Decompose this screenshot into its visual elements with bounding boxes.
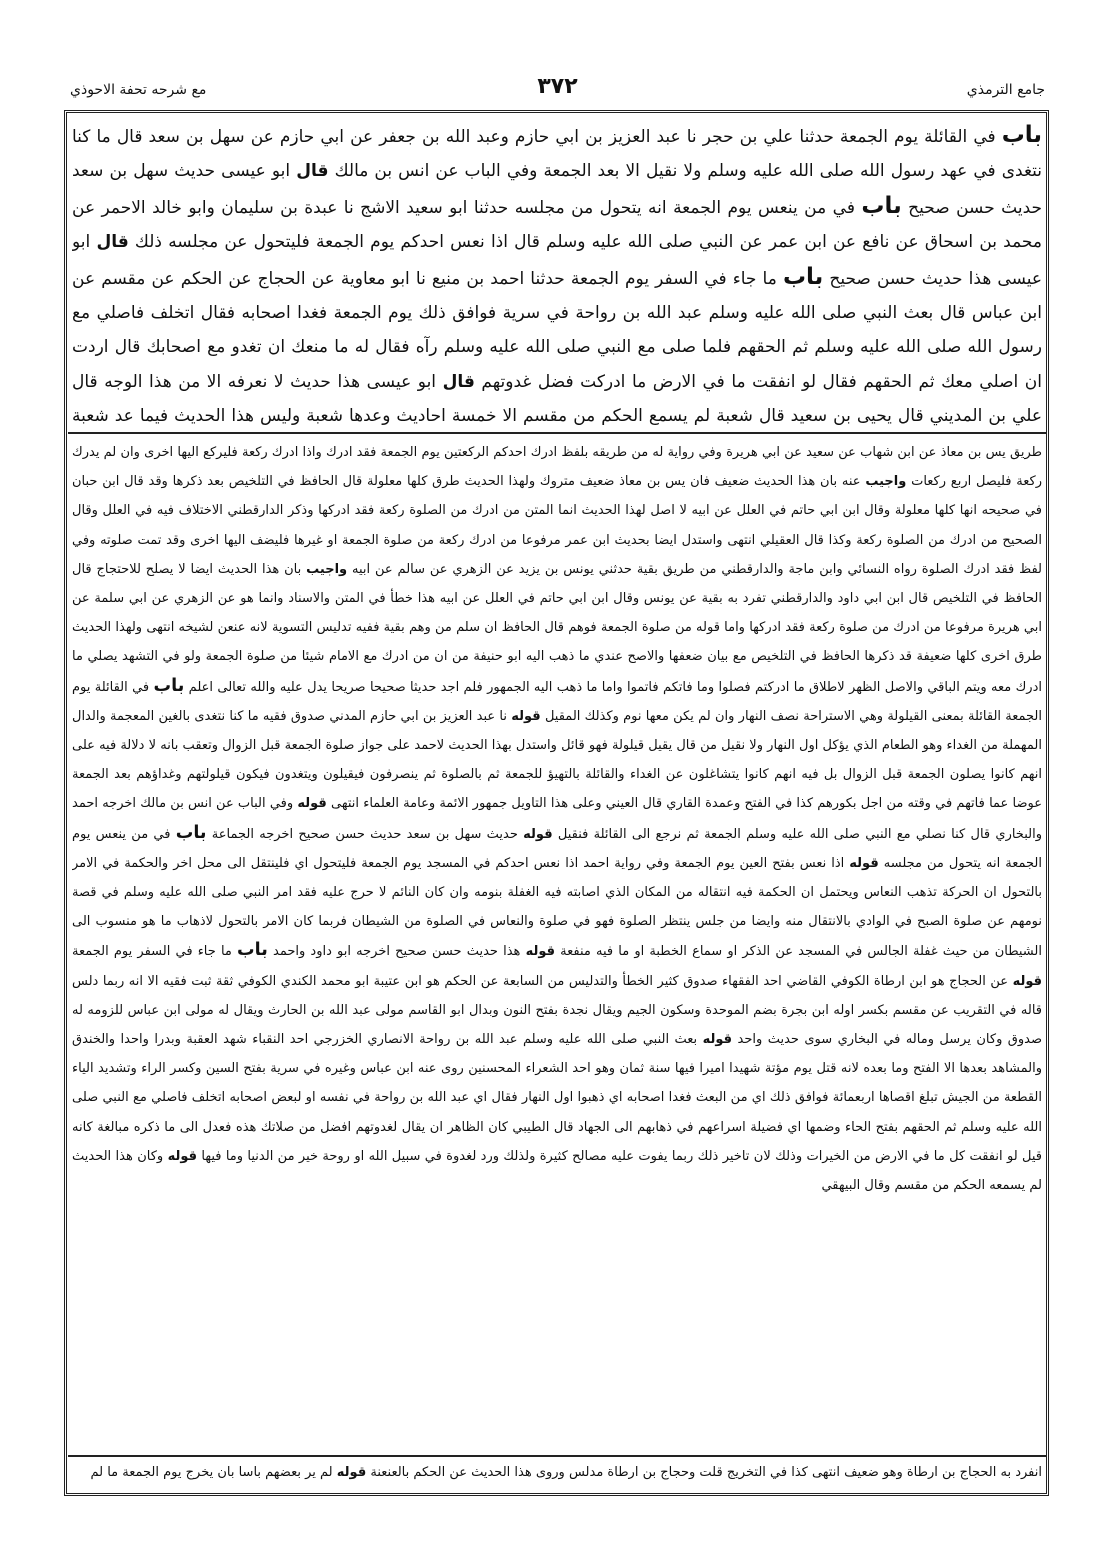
keyword-ujib: واجيب — [306, 561, 348, 577]
footer-text: انفرد به الحجاج بن ارطاة وهو ضعيف انتهى كذا في التخريج قلت وحجاج بن ارطاة مدلس وروى هذا الحديث عن الحكم بالعنعنة — [370, 1465, 1042, 1480]
keyword-qawluhu: قوله — [511, 708, 541, 724]
commentary-text: اذا نعس بفتح العين يوم الجمعة وفي رواية احمد اذا نعس احدكم في المسجد يوم الجمعة فليتحول اي فلينتقل الى محل اخر والحكمة في الامر بالتحول ان الحركة تذهب النعاس ويحتمل ان الحكمة فيه انتقاله من المكان الذي اصابته فيه الغفلة بنومه وان كان النائم لا حرج عليه فقد امر النبي صلى الله عليه وسلم في قصة نومهم عن صلوة الصبح في الوادي بالانتقال منه وايضا من جلس ينتظر الصلوة فهو في صلوة والنعاس في الصلوة من الشيطان فربما كان الامر بالتحول لاذهاب ما هو منسوب الى الشيطان من حيث غفلة الجالس في المسجد عن الذكر او سماع الخطبة او ما فيه منفعة — [72, 855, 1042, 960]
commentary-text: عنه بان هذا الحديث ضعيف فان يس بن معاذ ضعيف متروك ولهذا الحديث طرق كلها معلولة قال الحافظ في التلخيص بعد ذكرها وقد قال ابن حبان في صحيحه انها كلها معلولة وقال ابن ابي حاتم في العلل عن ابيه لا اصل لهذا الحديث انما المتن من ادرك من الصلوة ركعة فقد ادركها وذكر الدارقطني الاختلاف فيه في العلل وقال الصحيح من ادرك من الصلوة ركعة وكذا قال العقيلي انتهى واستدل ايضا بحديث ابن عمر مرفوعا من ادرك ركعة من صلوة الجمعة او غيرها فليضف اليها اخرى وقد تمت صلوته وفي لفظ فقد ادرك الصلوة رواه النسائي وابن ماجة والدارقطني من طريق بقية حدثني يونس بن يزيد عن الزهري عن سالم عن ابيه — [72, 474, 1042, 577]
keyword-qal: قال — [442, 371, 475, 392]
chapter-text: في القائلة يوم الجمعة حدثنا علي بن حجر نا عبد العزيز بن ابي حازم وعبد الله بن جعفر عن ابي حازم عن سهل بن سعد قال ما كنا نتغدى في عهد رسول الله صلى الله عليه وسلم ولا نقيل الا بعد الجمعة وفي الباب عن انس بن مالك — [72, 127, 1042, 182]
commentary-text: ما جاء في السفر يوم الجمعة — [72, 944, 232, 960]
keyword-qawluhu: قوله — [336, 1465, 367, 1480]
matn-text — [72, 118, 1042, 428]
keyword-qawluhu: قوله — [849, 855, 879, 871]
commentary-text: في من ينعس يوم الجمعة انه يتحول من مجلسه — [72, 826, 1042, 871]
chapter-text: في من ينعس يوم الجمعة انه يتحول من مجلسه حدثنا ابو سعيد الاشج نا عبدة بن سليمان وابو خالد الاحمر عن محمد بن اسحاق عن نافع عن ابن عمر عن النبي صلى الله عليه وسلم قال اذا نعس احدكم يوم الجمعة فليتحول عن مجلسه ذلك — [72, 197, 1042, 253]
chapter-label: باب — [861, 192, 902, 219]
book-title: جامع الترمذي — [966, 82, 1045, 98]
commentary-text: طريق يس بن معاذ عن ابن شهاب عن سعيد عن ابي هريرة وفي رواية له من طريقه بلفظ ادرك احدكم الركعتين يوم الجمعة فقد ادرك واذا ادرك ركعة فليركع اليها اخرى وان لم يدرك ركعة فليصل اربع ركعات — [72, 445, 1042, 490]
keyword-qawluhu: قوله — [167, 1148, 197, 1164]
commentary-text: في القائلة يوم الجمعة القائلة بمعنى القيلولة وهي الاستراحة نصف النهار وان لم يكن معها نوم وكذلك المقيل — [72, 679, 1042, 724]
chapter-label: باب — [782, 263, 824, 290]
keyword-qawluhu: قوله — [297, 796, 327, 812]
chapter-label: باب — [1001, 122, 1042, 148]
matn-sentence: ابو عيسى حديث سهل بن سعد حديث حسن صحيح — [72, 161, 1042, 218]
page-number: ٣٧٢ — [537, 74, 578, 99]
sharh-commentary — [72, 438, 1042, 1454]
footer-divider — [68, 1455, 1046, 1457]
commentary-title: مع شرحه تحفة الاحوذي — [70, 82, 207, 98]
commentary-text: نا عبد العزيز بن ابي حازم المدني صدوق فقيه ما كنا نتغدى بالغين المعجمة والدال المهملة من الغداء وهو الطعام الذي يؤكل اول النهار ولا نقيل من قال يقيل قيلولة فهو قائل واستدل بهذا الحديث لاحمد على جواز صلوة الجمعة قبل الزوال وتعقب بانه لا دلالة فيه على انهم كانوا يصلون الجمعة قبل الزوال بل فيه انهم كانوا يتشاغلون عن الغداء والقائلة بالتهيؤ للجمعة ثم بالصلوة ثم ينصرفون فيقيلون ويتغدون فيكون قيلولتهم وغداؤهم بعد الجمعة عوضا عما فاتهم في وقته من اجل بكورهم كذا في الفتح وعمدة القاري قال العيني وعلى هذا التاويل جمهور الائمة وعامة العلماء انتهى — [72, 708, 1042, 812]
footer-text: لم ير بعضهم باسا بان يخرج يوم الجمعة ما لم — [90, 1465, 333, 1480]
page-header — [70, 74, 1045, 106]
chapter-label: باب — [237, 940, 268, 961]
commentary-text: بعث النبي صلى الله عليه وسلم عبد الله بن رواحة الانصاري الخزرجي احد النقباء شهد العقبة وبدرا واحدا والخندق والمشاهد بعدها الا الفتح وما بعده لانه قتل يوم مؤتة شهيدا اميرا فيها سنة ثمان وهو احد الشعراء المحسنين روى عنه ابن عباس وغيره في سرية بفتح السين وكسر الراء وتشديد الياء القطعة من الجيش تبلغ اقصاها اربعمائة فوافق ذلك اي من البعث فغدا اصحابه اي ذهبوا اول النهار فقال اي عبد الله بن رواحة في نفسه او لبعض اصحابه اتخلف فاصلي مع النبي صلى الله عليه وسلم ثم الحقهم بفتح الحاء وضمها اي فضيلة اسراعهم في ذهابهم الى الجهاد قال الطيبي كان الظاهر ان يقال لغدوتهم افضل من صلاتك هذه فعدل الى ما ذكره مبالغة كانه قيل لو انفقت كل ما في الارض من الخيرات وذلك لان تاخير ذلك ربما يفوت عليه مصالح كثيرة ولذلك ورد لغدوة في سبيل الله او روحة خير من الدنيا وما فيها — [72, 1032, 1042, 1164]
keyword-qawluhu: قوله — [525, 944, 555, 960]
commentary-text: وفي الباب عن انس بن مالك اخرجه احمد والبخاري قال كنا نصلي مع النبي صلى الله عليه وسلم الجمعة ثم نرجع الى القائلة فنقيل — [72, 796, 1042, 842]
commentary-text: حديث سهل بن سعد حديث حسن صحيح اخرجه الجماعة — [211, 826, 518, 842]
keyword-qal: قال — [296, 161, 329, 182]
chapter-label: باب — [153, 675, 185, 696]
commentary-text: بان هذا الحديث ايضا لا يصلح للاحتجاج قال الحافظ في التلخيص قال ابن ابي داود والدارقطني تفرد به بقية عن يونس وقال ابن ابي حاتم في العلل عن ابيه هذا خطأ في المتن والاسناد وانما هو عن الزهري عن ابي سلمة عن ابي هريرة مرفوعا من ادرك من صلوة ركعة فقد ادركها واما قوله من صلوة الجمعة فوهم قال الحافظ ان سلم من وهم بقية ففيه تدليس التسوية لانه عنعن لشيخه انتهى ولهذا الحديث طرق اخرى كلها ضعيفة قد ذكرها الحافظ في التلخيص مع بيان ضعفها والاصح عندي ما ذهب اليه ابو حنيفة من ان من ادرك مع الامام شيئا من صلوة الجمعة ولو في التشهد يصلي ما ادرك معه ويتم الباقي والاصل الظهر لاطلاق ما ادركتم فصلوا وما فاتكم فاتموا واما ما ذهب اليه الجمهور فلم اجد حديثا صحيحا صريحا يدل عليه والله تعالى اعلم — [72, 561, 1042, 695]
chapter-text: ما جاء في السفر يوم الجمعة حدثنا احمد بن منيع نا ابو معاوية عن الحجاج عن الحكم عن مقسم عن ابن عباس قال بعث النبي صلى الله عليه وسلم عبد الله بن رواحة في سرية فوافق ذلك يوم الجمعة فغدا اصحابه فقال اتخلف فاصلي مع رسول الله صلى الله عليه وسلم ثم الحقهم فلما صلى مع النبي صلى الله عليه وسلم رآه فقال له ما منعك ان تغدو مع اصحابك قال اردت ان اصلي معك ثم الحقهم فقال لو انفقت ما في الارض ما ادركت فضل غدوتهم — [72, 268, 1042, 392]
commentary-text: هذا حديث حسن صحيح اخرجه ابو داود واحمد — [273, 944, 521, 960]
keyword-qal: قال — [96, 232, 129, 253]
matn-divider — [68, 432, 1046, 434]
matn-sentence: ابو عيسى هذا حديث لا نعرفه الا من هذا الوجه قال علي بن المديني قال يحيى بن سعيد قال شعبة لم يسمع الحكم من مقسم الا خمسة احاديث وعدها شعبة وليس هذا الحديث فيما عد شعبة — [72, 371, 1042, 427]
chapter-label: باب — [175, 822, 207, 843]
keyword-qawluhu: قوله — [702, 1032, 733, 1048]
commentary-text: وكان هذا الحديث لم يسمعه الحكم من مقسم وقال البيهقي — [72, 1148, 1042, 1194]
commentary-text: عن الحجاج هو ابن ارطاة الكوفي القاضي احد الفقهاء صدوق كثير الخطأ والتدليس من السابعة عن الحكم هو ابن عتيبة ابو محمد الكندي الكوفي ثقة ثبت فقيه الا انه ربما دلس قاله في التقريب عن مقسم بكسر اوله ابن بجرة بضم الموحدة وسكون الجيم ويقال نجدة بفتح النون وبدال ابو القاسم مولى عبد الله بن الحارث ويقال له مولى ابن عباس للزومه له صدوق وكان يرسل وماله في البخاري سوى حديث واحد — [72, 973, 1042, 1048]
footer-line — [72, 1458, 1042, 1492]
keyword-ujib: واجيب — [865, 474, 907, 490]
keyword-qawluhu: قوله — [1012, 973, 1042, 989]
keyword-qawluhu: قوله — [523, 826, 553, 842]
matn-sentence: ابو عيسى هذا حديث حسن صحيح — [72, 232, 1042, 289]
